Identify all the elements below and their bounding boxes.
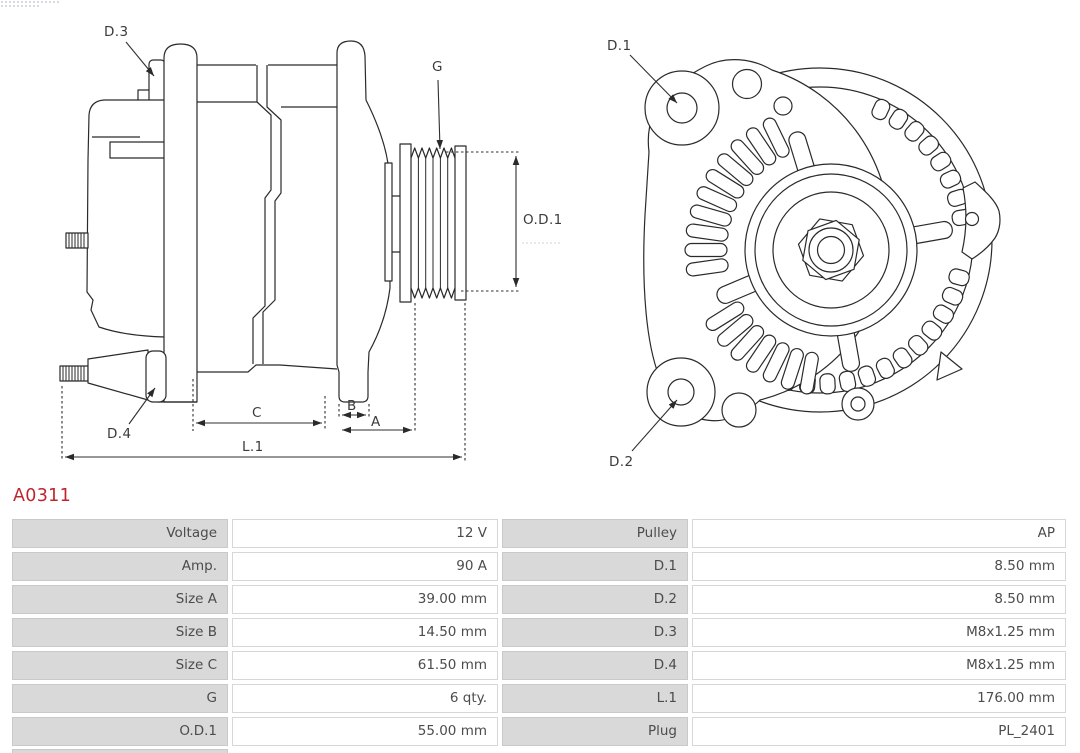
spec-label: Amp.	[12, 552, 228, 581]
spec-value: M8x1.25 mm	[692, 651, 1066, 680]
spec-value: AP	[692, 519, 1066, 548]
spec-label: D.4	[502, 651, 688, 680]
spec-table	[12, 519, 1066, 750]
spec-value: M8x1.25 mm	[692, 618, 1066, 647]
mount-hole-d2	[668, 379, 694, 405]
spec-value: 39.00 mm	[232, 585, 498, 614]
pulley-hub	[745, 164, 917, 336]
spec-value: 12 V	[232, 519, 498, 548]
label-d4: D.4	[107, 426, 132, 442]
spec-label: L.1	[502, 684, 688, 713]
spec-label: O.D.1	[12, 717, 228, 746]
spec-label: D.3	[502, 618, 688, 647]
spec-label: Plug	[502, 717, 688, 746]
spec-value: 8.50 mm	[692, 552, 1066, 581]
label-a: A	[371, 414, 381, 430]
label-g: G	[432, 59, 443, 75]
spec-value: 6 qty.	[232, 684, 498, 713]
table-row	[12, 585, 1066, 614]
spec-label: Pulley	[502, 519, 688, 548]
label-d2: D.2	[609, 454, 634, 470]
front-view	[644, 60, 1000, 427]
label-c: C	[252, 405, 262, 421]
threaded-stud-lower	[60, 366, 88, 381]
spec-value: PL_2401	[692, 717, 1066, 746]
spec-label: D.2	[502, 585, 688, 614]
spec-label: Voltage	[12, 519, 228, 548]
spec-value: 90 A	[232, 552, 498, 581]
spec-value: 14.50 mm	[232, 618, 498, 647]
label-b: B	[347, 398, 357, 414]
label-l1: L.1	[242, 439, 264, 455]
spec-label: G	[12, 684, 228, 713]
spec-label: Size C	[12, 651, 228, 680]
part-number: A0311	[13, 486, 72, 506]
table-row	[12, 519, 1066, 548]
spec-label: Size A	[12, 585, 228, 614]
table-row	[12, 717, 1066, 746]
spec-label: Size B	[12, 618, 228, 647]
label-d3: D.3	[104, 24, 129, 40]
table-row	[12, 618, 1066, 647]
d3-leader-arrow	[126, 42, 154, 76]
label-d1: D.1	[607, 38, 632, 54]
next-row-partial	[12, 749, 228, 753]
label-od1: O.D.1	[523, 212, 563, 228]
side-view	[60, 41, 466, 402]
pulley	[400, 144, 466, 302]
threaded-stud-upper	[66, 233, 88, 248]
spec-value: 61.50 mm	[232, 651, 498, 680]
table-row	[12, 651, 1066, 680]
spec-value: 55.00 mm	[232, 717, 498, 746]
table-row	[12, 552, 1066, 581]
spec-label: D.1	[502, 552, 688, 581]
spec-value: 176.00 mm	[692, 684, 1066, 713]
table-row	[12, 684, 1066, 713]
g-leader-arrow	[438, 80, 440, 149]
spec-value: 8.50 mm	[692, 585, 1066, 614]
